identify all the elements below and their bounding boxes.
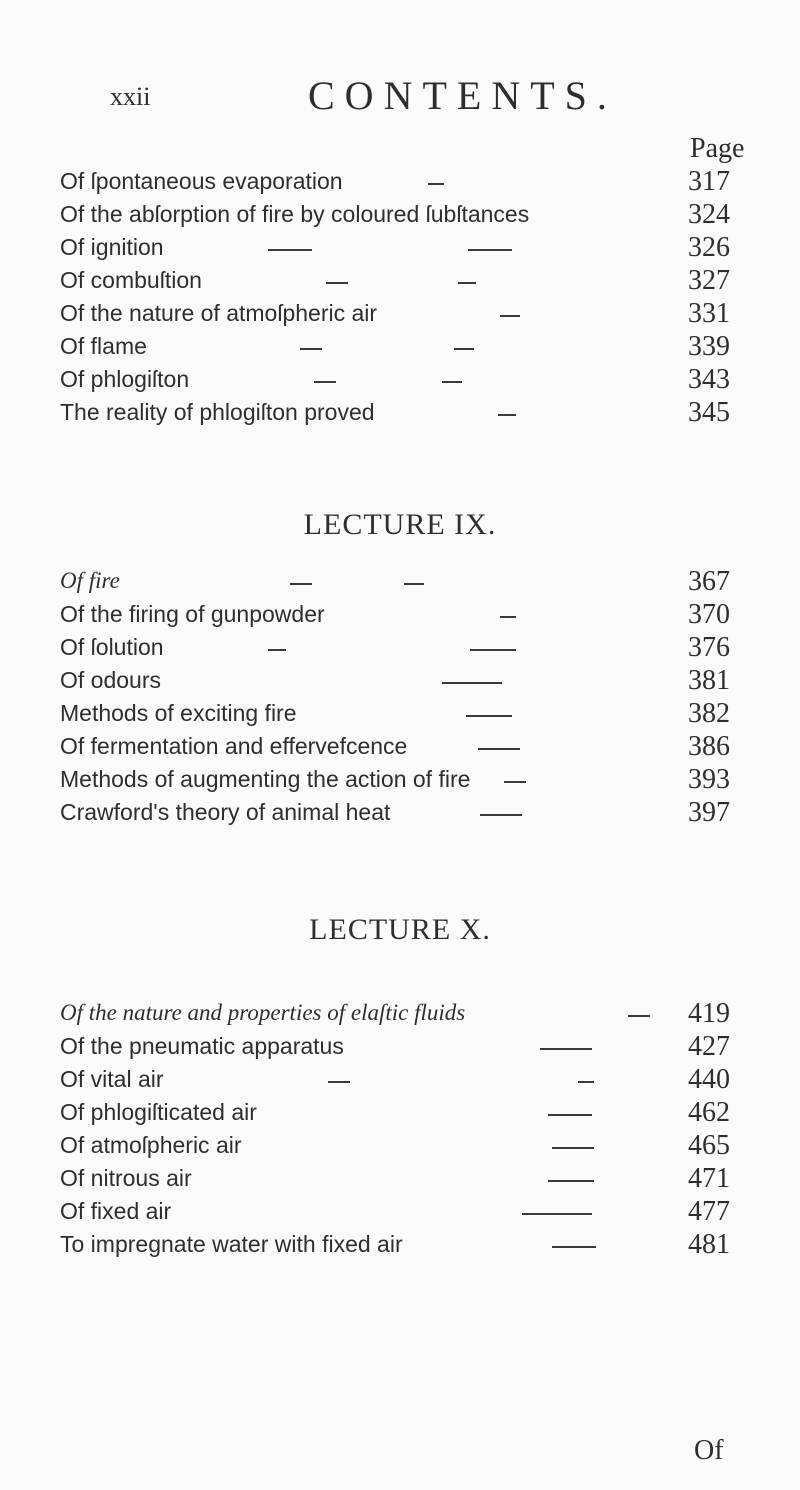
leader-dash (628, 1015, 650, 1017)
toc-entry-page: 339 (688, 331, 730, 362)
toc-entry-page: 324 (688, 199, 730, 230)
running-title: CONTENTS. (308, 73, 617, 118)
toc-entry (0, 1132, 800, 1165)
toc-entry-page: 370 (688, 599, 730, 630)
catchword: Of (694, 1435, 724, 1466)
leader-dash (504, 781, 526, 783)
toc-entry (0, 1099, 800, 1132)
toc-entry (0, 1033, 800, 1066)
toc-entry-title: Of flame (60, 333, 147, 359)
toc-entry-title: Of fire (60, 568, 120, 593)
leader-dash (268, 649, 286, 651)
toc-entry (0, 601, 800, 634)
leader-dash (578, 1081, 594, 1083)
toc-entry (0, 1231, 800, 1264)
toc-entry-title: Of fermentation and effervefcence (60, 733, 408, 759)
running-header (0, 72, 800, 122)
leader-dash (552, 1147, 594, 1149)
leader-dash (478, 748, 520, 750)
toc-entry (0, 568, 800, 601)
leader-dash (442, 682, 502, 684)
toc-entry-page: 343 (688, 364, 730, 395)
toc-entry-page: 317 (688, 166, 730, 197)
toc-entry-page: 331 (688, 298, 730, 329)
toc-entry-page: 386 (688, 731, 730, 762)
contents-list-lecture-10 (0, 1000, 800, 1264)
toc-entry (0, 168, 800, 201)
toc-entry (0, 733, 800, 766)
toc-entry (0, 634, 800, 667)
toc-entry-page: 326 (688, 232, 730, 263)
toc-entry-title: Of ignition (60, 234, 164, 260)
toc-entry (0, 667, 800, 700)
leader-dash (522, 1213, 592, 1215)
toc-entry (0, 399, 800, 432)
leader-dash (328, 1081, 350, 1083)
leader-dash (326, 282, 348, 284)
toc-entry-page: 462 (688, 1097, 730, 1128)
toc-entry-page: 481 (688, 1229, 730, 1260)
toc-entry (0, 700, 800, 733)
toc-entry-title: Of nitrous air (60, 1165, 192, 1191)
toc-entry-title: Of phlogiſticated air (60, 1099, 257, 1125)
toc-entry (0, 1198, 800, 1231)
toc-entry-title: Of the abſorption of fire by coloured ſubſtances (60, 201, 530, 227)
page-folio: xxii (110, 82, 151, 111)
leader-dash (454, 348, 474, 350)
toc-entry-page: 327 (688, 265, 730, 296)
toc-entry-page: 382 (688, 698, 730, 729)
toc-entry-title: Of atmoſpheric air (60, 1132, 242, 1158)
toc-entry (0, 1000, 800, 1033)
toc-entry-title: Methods of exciting fire (60, 700, 297, 726)
leader-dash (500, 616, 516, 618)
toc-entry-title: Of the nature and properties of elaſtic fluids (60, 1000, 466, 1025)
toc-entry (0, 267, 800, 300)
leader-dash (290, 583, 312, 585)
lecture-heading: LECTURE IX. (303, 508, 497, 541)
toc-entry-page: 477 (688, 1196, 730, 1227)
toc-entry-page: 427 (688, 1031, 730, 1062)
toc-entry-page: 381 (688, 665, 730, 696)
leader-dash (540, 1048, 592, 1050)
leader-dash (552, 1246, 596, 1248)
leader-dash (300, 348, 322, 350)
toc-entry-page: 393 (688, 764, 730, 795)
toc-entry (0, 766, 800, 799)
toc-entry-title: Of combuſtion (60, 267, 202, 293)
toc-entry-title: Of ſolution (60, 634, 164, 660)
toc-entry-page: 367 (688, 566, 730, 597)
contents-list-continuation (0, 168, 800, 432)
toc-entry (0, 201, 800, 234)
leader-dash (428, 183, 444, 185)
toc-entry (0, 1165, 800, 1198)
toc-entry-page: 397 (688, 797, 730, 828)
leader-dash (314, 381, 336, 383)
leader-dash (442, 381, 462, 383)
toc-entry-title: To impregnate water with fixed air (60, 1231, 403, 1257)
toc-entry-title: Of fixed air (60, 1198, 172, 1224)
contents-list-lecture-9 (0, 568, 800, 832)
leader-dash (480, 814, 522, 816)
toc-entry-title: Of phlogiſton (60, 366, 190, 392)
leader-dash (548, 1114, 592, 1116)
toc-entry-page: 376 (688, 632, 730, 663)
toc-entry-page: 471 (688, 1163, 730, 1194)
toc-entry (0, 300, 800, 333)
leader-dash (268, 249, 312, 251)
leader-dash (466, 715, 512, 717)
toc-entry-title: Of odours (60, 667, 161, 693)
toc-entry (0, 799, 800, 832)
toc-entry-title: Of ſpontaneous evaporation (60, 168, 343, 194)
toc-entry-title: Methods of augmenting the action of fire (60, 766, 471, 792)
leader-dash (404, 583, 424, 585)
toc-entry-title: Crawford's theory of animal heat (60, 799, 391, 825)
leader-dash (498, 414, 516, 416)
page-column-label: Page (690, 133, 745, 164)
leader-dash (470, 649, 516, 651)
toc-entry-title: Of the pneumatic apparatus (60, 1033, 344, 1059)
leader-dash (548, 1180, 594, 1182)
toc-entry-page: 440 (688, 1064, 730, 1095)
toc-entry-title: Of vital air (60, 1066, 164, 1092)
toc-entry-title: The reality of phlogiſton proved (60, 399, 375, 425)
toc-entry (0, 366, 800, 399)
toc-entry (0, 234, 800, 267)
toc-entry-title: Of the firing of gunpowder (60, 601, 325, 627)
toc-entry-page: 419 (688, 998, 730, 1029)
toc-entry-title: Of the nature of atmoſpheric air (60, 300, 378, 326)
toc-entry (0, 333, 800, 366)
leader-dash (458, 282, 476, 284)
toc-entry-page: 345 (688, 397, 730, 428)
leader-dash (468, 249, 512, 251)
leader-dash (500, 315, 520, 317)
toc-entry (0, 1066, 800, 1099)
lecture-heading: LECTURE X. (309, 913, 491, 946)
toc-entry-page: 465 (688, 1130, 730, 1161)
